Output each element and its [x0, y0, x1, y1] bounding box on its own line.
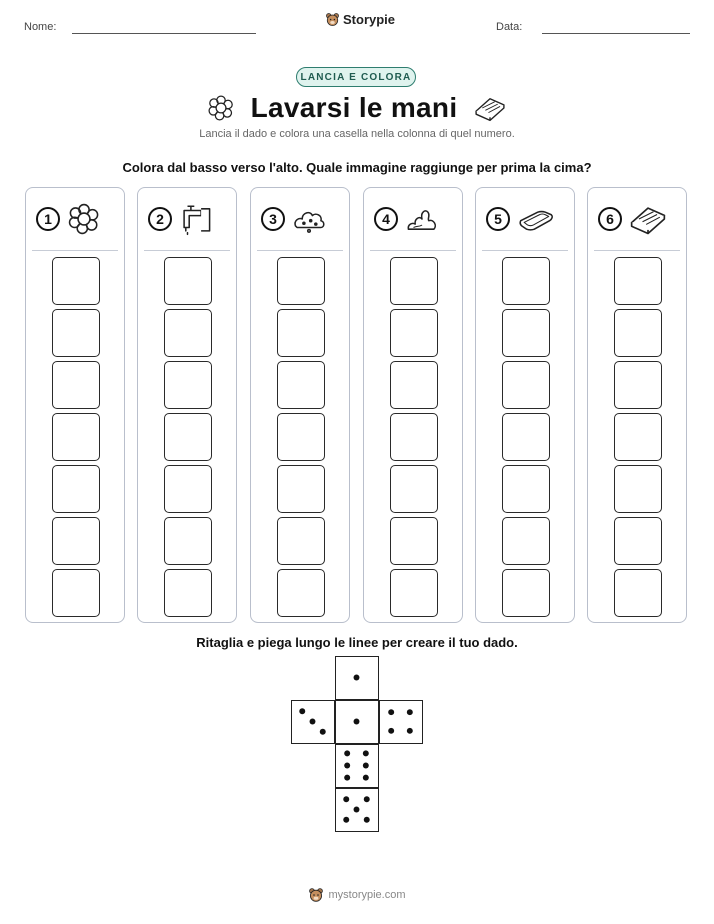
- die-face-bottom: [335, 788, 379, 832]
- color-box[interactable]: [502, 361, 550, 409]
- brand-logo: [325, 12, 395, 27]
- color-box[interactable]: [277, 413, 325, 461]
- color-box[interactable]: [502, 413, 550, 461]
- die-pip: [363, 763, 369, 769]
- date-label: Data:: [496, 21, 523, 33]
- color-box[interactable]: [390, 413, 438, 461]
- die-pip: [354, 719, 360, 725]
- page-title: Lavarsi le mani: [250, 92, 458, 123]
- subtitle: Lancia il dado e colora una casella nella colonna di quel numero.: [199, 128, 515, 140]
- footer-url[interactable]: mystorypie.com: [328, 889, 406, 901]
- color-box[interactable]: [277, 569, 325, 617]
- bear-mascot-icon: [325, 12, 340, 27]
- die-pip: [354, 675, 360, 681]
- footer: [0, 887, 714, 903]
- color-box[interactable]: [390, 517, 438, 565]
- die-pip: [407, 728, 413, 734]
- die-pip: [344, 775, 350, 781]
- number-circle: 4: [374, 207, 398, 231]
- name-line[interactable]: [72, 33, 256, 34]
- column-3: [250, 187, 350, 623]
- number-circle: 6: [598, 207, 622, 231]
- color-box[interactable]: [164, 361, 212, 409]
- color-box[interactable]: [164, 517, 212, 565]
- column-header: [374, 202, 440, 236]
- color-box[interactable]: [277, 309, 325, 357]
- name-label: Nome:: [24, 21, 57, 33]
- die-pip: [310, 719, 316, 725]
- die-pip: [388, 728, 394, 734]
- die-face-right: [379, 700, 423, 744]
- activity-badge: LANCIA E COLORA: [296, 67, 416, 87]
- color-box[interactable]: [614, 361, 662, 409]
- color-box[interactable]: [614, 413, 662, 461]
- color-box[interactable]: [502, 517, 550, 565]
- color-box[interactable]: [52, 257, 100, 305]
- color-box[interactable]: [277, 465, 325, 513]
- die-pips: [336, 701, 377, 742]
- die-pip: [354, 807, 360, 813]
- color-box[interactable]: [52, 569, 100, 617]
- number-circle: 5: [486, 207, 510, 231]
- die-pip: [388, 709, 394, 715]
- color-box[interactable]: [390, 257, 438, 305]
- die-face-left: [291, 700, 335, 744]
- die-face-lower: [335, 744, 379, 788]
- column-1: [25, 187, 125, 623]
- die-pip: [407, 709, 413, 715]
- color-box[interactable]: [164, 309, 212, 357]
- color-box[interactable]: [164, 257, 212, 305]
- color-box[interactable]: [52, 465, 100, 513]
- color-box[interactable]: [277, 361, 325, 409]
- number-circle: 3: [261, 207, 285, 231]
- color-box[interactable]: [390, 309, 438, 357]
- color-box[interactable]: [502, 569, 550, 617]
- color-box[interactable]: [52, 413, 100, 461]
- die-pips: [292, 701, 333, 742]
- foam-icon: [291, 202, 327, 236]
- column-divider: [594, 250, 680, 251]
- color-box[interactable]: [502, 465, 550, 513]
- color-box[interactable]: [52, 361, 100, 409]
- number-circle: 2: [148, 207, 172, 231]
- color-box[interactable]: [614, 309, 662, 357]
- soap-lather-icon: [404, 202, 440, 236]
- color-box[interactable]: [390, 361, 438, 409]
- column-header: [36, 202, 102, 236]
- die-pips: [336, 789, 377, 830]
- color-box[interactable]: [277, 257, 325, 305]
- column-divider: [32, 250, 118, 251]
- date-line[interactable]: [542, 33, 690, 34]
- column-header: [598, 202, 668, 236]
- faucet-icon: [178, 202, 214, 236]
- column-5: [475, 187, 575, 623]
- color-box[interactable]: [390, 569, 438, 617]
- column-2: [137, 187, 237, 623]
- towel-icon: [628, 202, 668, 236]
- column-6: [587, 187, 687, 623]
- color-box[interactable]: [502, 257, 550, 305]
- color-box[interactable]: [52, 309, 100, 357]
- color-box[interactable]: [164, 413, 212, 461]
- column-4: [363, 187, 463, 623]
- column-divider: [482, 250, 568, 251]
- die-pips: [336, 745, 377, 786]
- germ-icon: [207, 94, 235, 122]
- die-pip: [363, 750, 369, 756]
- color-box[interactable]: [614, 569, 662, 617]
- column-header: [261, 202, 327, 236]
- towel-icon: [473, 94, 507, 122]
- color-box[interactable]: [614, 517, 662, 565]
- soap-bar-icon: [516, 202, 556, 236]
- die-face-top: [335, 656, 379, 700]
- column-divider: [370, 250, 456, 251]
- germ-icon: [66, 202, 102, 236]
- column-divider: [257, 250, 343, 251]
- die-pip: [320, 729, 326, 735]
- color-box[interactable]: [277, 517, 325, 565]
- color-box[interactable]: [614, 465, 662, 513]
- die-pip: [343, 796, 349, 802]
- die-pip: [299, 708, 305, 714]
- die-pip: [343, 817, 349, 823]
- column-header: [486, 202, 556, 236]
- color-box[interactable]: [614, 257, 662, 305]
- number-circle: 1: [36, 207, 60, 231]
- color-box[interactable]: [390, 465, 438, 513]
- die-pips: [336, 657, 377, 698]
- die-face-center: [335, 700, 379, 744]
- die-pip: [344, 763, 350, 769]
- color-box[interactable]: [52, 517, 100, 565]
- column-header: [148, 202, 214, 236]
- title-row: [0, 92, 714, 124]
- color-box[interactable]: [502, 309, 550, 357]
- die-pips: [380, 701, 421, 742]
- die-pip: [364, 796, 370, 802]
- die-pip: [363, 775, 369, 781]
- column-divider: [144, 250, 230, 251]
- die-pip: [344, 750, 350, 756]
- cut-instruction: Ritaglia e piega lungo le linee per creare il tuo dado.: [196, 635, 518, 650]
- color-box[interactable]: [164, 569, 212, 617]
- instruction: Colora dal basso verso l'alto. Quale immagine raggiunge per prima la cima?: [122, 160, 592, 175]
- bear-mascot-icon: [308, 887, 324, 903]
- brand-name: Storypie: [343, 12, 396, 27]
- color-box[interactable]: [164, 465, 212, 513]
- die-pip: [364, 817, 370, 823]
